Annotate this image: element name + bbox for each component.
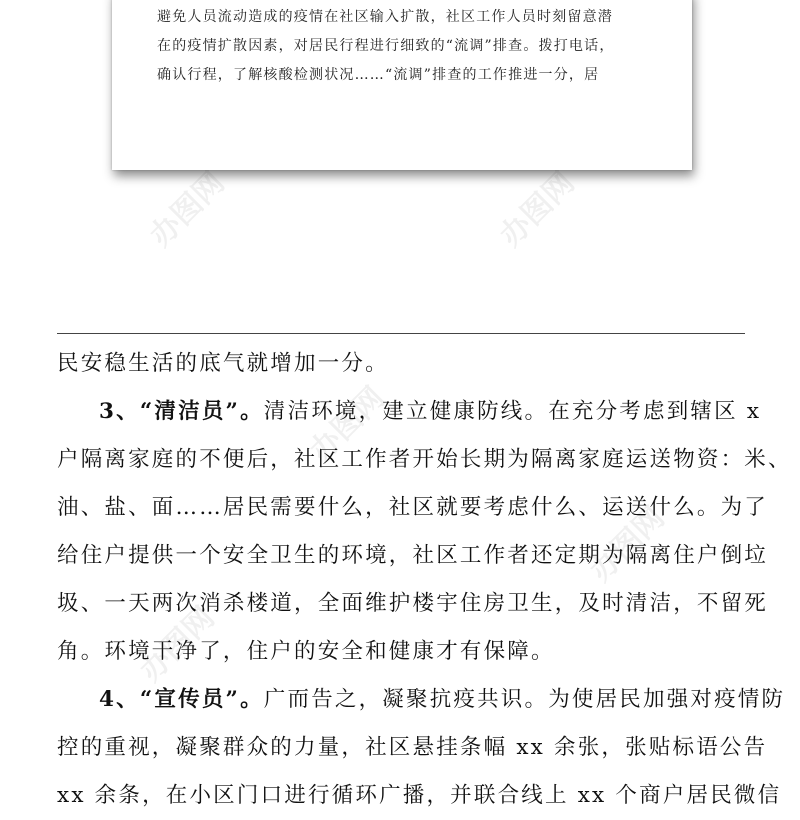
paragraph-line: 给住户提供一个安全卫生的环境，社区工作者还定期为隔离住户倒垃 [57,543,769,568]
previous-page-card [112,0,692,170]
section-4-text: 广而告之，凝聚抗疫共识。为使居民加强对疫情防 [263,687,786,712]
card-line: 避免人员流动造成的疫情在社区输入扩散，社区工作人员时刻留意潜 [157,9,613,25]
watermark: 办图网 [303,380,392,469]
paragraph-line: 控的重视，凝聚群众的力量，社区悬挂条幅 xx 余张，张贴标语公告 [57,735,768,760]
section-3-text: 清洁环境，建立健康防线。在充分考虑到辖区 x [263,399,762,424]
paragraph-line: 角。环境干净了，住户的安全和健康才有保障。 [57,639,555,664]
card-line: 确认行程，了解核酸检测状况……“流调”排查的工作推进一分，居 [157,67,600,83]
section-4-line [99,676,785,724]
watermark: 办图网 [583,500,672,589]
paragraph-line: 圾、一天两次消杀楼道，全面维护楼宇住房卫生，及时清洁，不留死 [57,591,769,616]
paragraph-line: xx 余条，在小区门口进行循环广播，并联合线上 xx 个商户居民微信 [57,783,782,808]
section-3-line [99,388,761,436]
paragraph-line: 民安稳生活的底气就增加一分。 [57,351,389,376]
watermark: 办图网 [143,165,232,254]
paragraph-line: 油、盐、面……居民需要什么，社区就要考虑什么、运送什么。为了 [57,495,769,520]
watermark: 办图网 [493,165,582,254]
card-line: 在的疫情扩散因素，对居民行程进行细致的“流调”排查。拨打电话， [157,38,615,54]
section-4-heading: 4、“宣传员”。 [99,687,264,712]
watermark: 办图网 [133,600,222,689]
paragraph-line: 户隔离家庭的不便后，社区工作者开始长期为隔离家庭运送物资：米、 [57,447,792,472]
page-divider [57,333,745,334]
section-3-heading: 3、“清洁员”。 [99,399,264,424]
